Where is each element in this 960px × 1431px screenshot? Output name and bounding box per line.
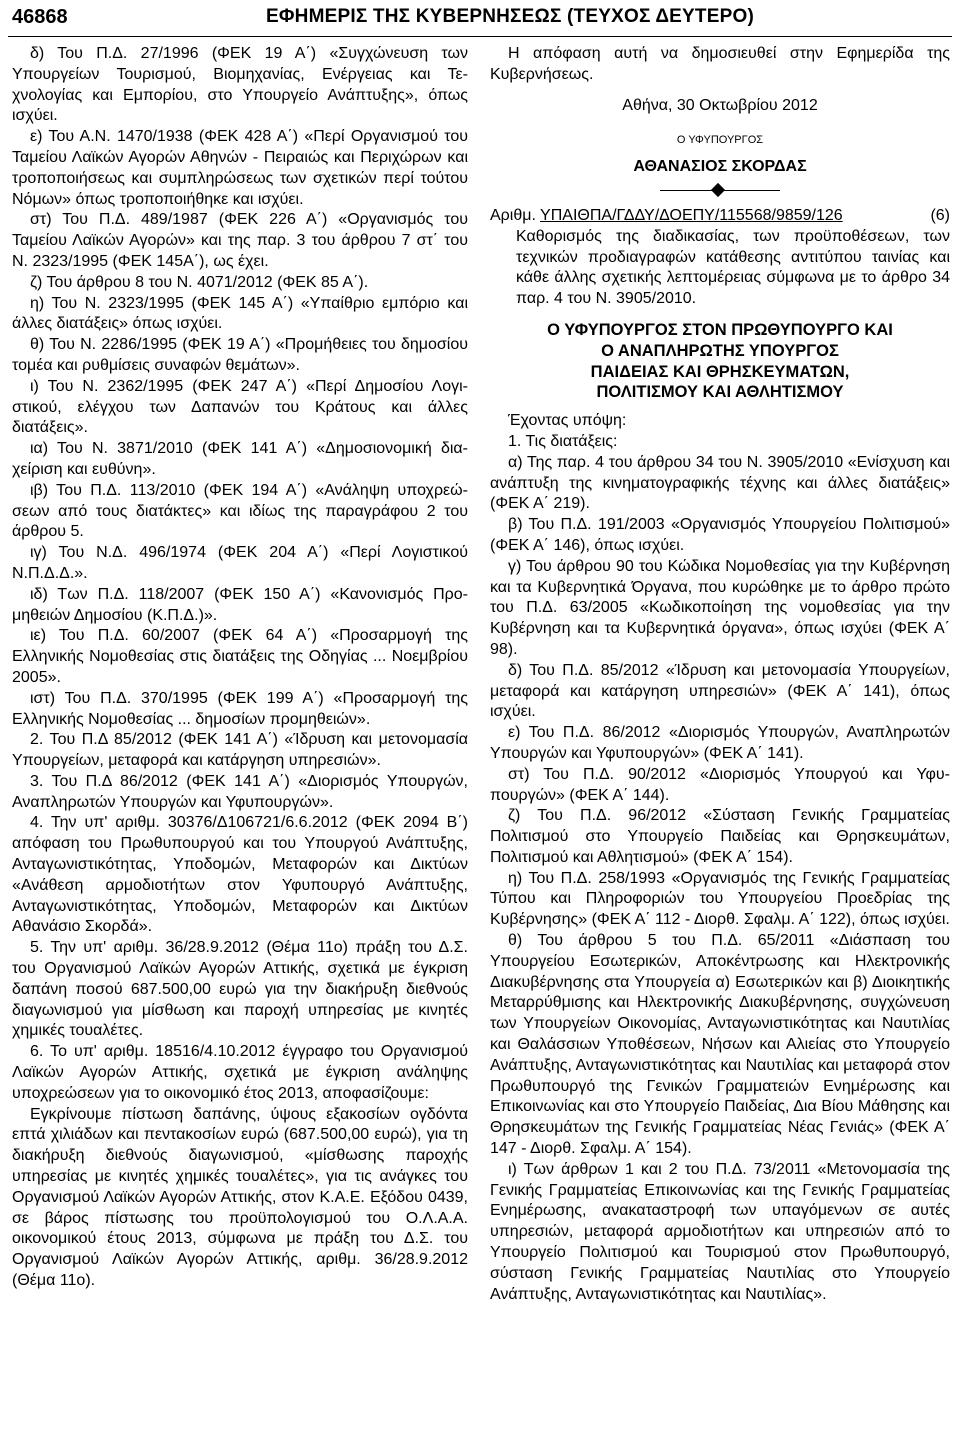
left-paragraph: η) Του Ν. 2323/1995 (ΦΕΚ 145 Α΄) «Υπαίθριο εμπόριο και άλλες διατάξεις» όπως ισχύει. <box>12 294 468 333</box>
authority-heading <box>490 320 950 403</box>
decision-reference: ΥΠΑΙΘΠΑ/ΓΔΔΥ/ΔΟΕΠΥ/115568/9859/126 <box>540 206 843 224</box>
signatory-role: Ο ΥΦΥΠΟΥΡΓΟΣ <box>676 134 764 147</box>
right-paragraph: δ) Του Π.Δ. 85/2012 «Ίδρυση και μετονομασία Υπουργείων, μεταφορά και κατάργηση υπηρεσιών» (ΦΕΚ Α΄ 141), όπως ισχύει. <box>490 661 950 721</box>
right-paragraph: γ) Του άρθρου 90 του Κώδικα Νομοθεσίας για την Κυβέρνηση και τα Κυβερνητικά Όργανα, που κυρώθηκε με το άρθρο πρώτο του Π.Δ. 63/2005 «Κωδικοποίηση της νομοθεσίας για την Κυβέρνηση και τα Κυβερνητικά όργανα», όπως ισχύει (ΦΕΚ Α΄ 98). <box>490 557 950 658</box>
right-paragraph: ζ) Του Π.Δ. 96/2012 «Σύσταση Γενικής Γραμματείας Πολιτισμού στο Υπουργείο Παιδείας και Θρησκευμάτων, Πολιτισμού και Αθλητισμού» (ΦΕΚ Α΄ 154). <box>490 807 950 866</box>
left-paragraph: ια) Του Ν. 3871/2010 (ΦΕΚ 141 Α΄) «Δημοσιονομική διαχείριση και ευθύνη». <box>12 440 468 478</box>
left-paragraph: 2. Του Π.Δ 85/2012 (ΦΕΚ 141 Α΄) «Ίδρυση και μετονομασία Υπουργείων, μεταφορά και κατάργηση υπηρεσιών». <box>12 731 468 770</box>
decision-title: Καθορισμός της διαδικασίας, των προϋποθέσεων, των τεχνικών προδιαγραφών κατάθεσης αντιτύπου ταινίας και κάθε άλλης σχετικής λεπτομέρειας σύμφωνα με το άρθρο 34 παρ. 4 του Ν. 3905/2010. <box>516 227 950 308</box>
left-paragraph: Εγκρίνουμε πίστωση δαπάνης, ύψους εξακοσίων ογδόντα επτά χιλιάδων και πεντακοσίων ευρώ (687.500,00 ευρώ), για τη διακήρυξη διεθνούς διαγωνισμού, «μίσθωσης παροχής υπηρεσίας με κινητές χημικές τουαλέτες», για τις ανάγκες του Οργανισμού Λαϊκών Αγορών Αττικής, στον Κ.Α.Ε. Εξόδου 0439, σε βάρος πίστωσης του προϋπολογισμού του Ο.Λ.Α.Α. οικονομικού έτους 2013, σύμφωνα με πράξη του Δ.Σ. του Οργανισμού Λαϊκών Αγορών Αττικής, αριθμ. 36/28.9.2012 (Θέμα 11ο). <box>12 1105 468 1290</box>
header-rule <box>8 36 952 37</box>
decision-prefix: Αριθμ. <box>490 206 541 224</box>
left-paragraph: 6. Το υπ' αριθμ. 18516/4.10.2012 έγγραφο του Οργανισμού Λαϊκών Αγορών Αττικής, σχετικά με έγκριση ανάληψης υποχρεώσεων για το οικονομικό έτος 2013, αποφασίζουμε: <box>12 1043 468 1102</box>
authority-line: ΠΑΙΔΕΙΑΣ ΚΑΙ ΘΡΗΣΚΕΥΜΑΤΩΝ, <box>590 362 850 381</box>
page-number: 46868 <box>12 6 68 28</box>
left-paragraph: στ) Του Π.Δ. 489/1987 (ΦΕΚ 226 Α΄) «Οργανισμός του Ταμείου Λαϊκών Αγορών» και της παρ. 3 του άρθρου 7 στ΄ του Ν. 2323/1995 (ΦΕΚ 145Α΄), ως έχει. <box>12 211 468 270</box>
left-paragraph: ιγ) Του Ν.Δ. 496/1974 (ΦΕΚ 204 Α΄) «Περί Λογιστικού Ν.Π.Δ.Δ.». <box>12 544 468 582</box>
place-date: Αθήνα, 30 Οκτωβρίου 2012 <box>622 96 818 114</box>
left-paragraph: ιβ) Του Π.Δ. 113/2010 (ΦΕΚ 194 Α΄) «Ανάληψη υποχρεώσεων από τους διατάκτες» και ιδίως της παραγράφου 2 του άρθρου 5. <box>12 481 468 541</box>
right-paragraph: α) Της παρ. 4 του άρθρου 34 του Ν. 3905/2010 «Ενίσχυση και ανάπτυξη της κινηματογραφικής τέχνης και άλλες διατάξεις» (ΦΕΚ Α΄ 219). <box>490 453 950 513</box>
decision-number: (6) <box>930 206 950 224</box>
left-paragraph: 5. Την υπ' αριθμ. 36/28.9.2012 (Θέμα 11ο) πράξη του Δ.Σ. του Οργανισμού Λαϊκών Αγορών Αττικής, σχετικά με έγκριση δαπάνη ποσού 687.500,00 ευρώ για την διακήρυξη διεθνούς διαγωνισμού για μίσθωση και παροχή υπηρεσίας με κινητές χημικές τουαλέτες. <box>12 939 468 1040</box>
right-paragraph: θ) Του άρθρου 5 του Π.Δ. 65/2011 «Διάσπαση του Υπουργείου Εσωτερικών, Αποκέντρωσης και Ηλεκτρονικής Διακυβέρνησης στα Υπουργεία α) Εσωτερικών και β) Διοικητικής Μεταρρύθμισης και Ηλεκτρονικής Διακυβέρνησης, συγχώνευση των Υπουργείων Οικονομίας, Ανταγωνιστικότητας και Ναυτιλίας και Θαλάσσιων Υποθέσεων, Νήσων και Αλιείας στο Υπουργείο Ανάπτυξης, Ανταγωνιστικότητας και Ναυτιλίας και μεταφορά στον Πρωθυπουργό της Γενικών Γραμματειών Ενημέρωσης και Επικοινωνίας και στο Υπουργείο Παιδείας, Δια Βίου Μάθησης και Θρησκευμάτων της Γενικής Γραμματείας Νέας Γενιάς» (ΦΕΚ Α΄ 147 ‑ Διορθ. Σφαλμ. Α΄ 154). <box>490 932 950 1158</box>
left-paragraph: ι) Του Ν. 2362/1995 (ΦΕΚ 247 Α΄) «Περί Δημοσίου Λογιστικού, ελέγχου των Δαπανών του Κράτους και άλλες διατάξεις». <box>12 377 468 437</box>
left-paragraph: ε) Του Α.Ν. 1470/1938 (ΦΕΚ 428 Α΄) «Περί Οργανισμού του Ταμείου Λαϊκών Αγορών Αθηνών ‑ Πειραιώς και Περιχώρων και τροποποιήσεως και συμπληρώσεως των σχετικών περί τούτου Νόμων» όπως τροποποιήθηκε και ισχύει. <box>12 128 468 208</box>
page-header <box>8 4 952 34</box>
right-paragraph: 1. Τις διατάξεις: <box>508 432 618 450</box>
left-paragraph: δ) Του Π.Δ. 27/1996 (ΦΕΚ 19 Α΄) «Συγχώνευση των Υπουργείων Τουρισμού, Βιομηχανίας, Ενέργειας και Τεχνολογίας και Εμπορίου, στο Υπουργείο Ανάπτυξης», όπως ισχύει. <box>12 45 468 125</box>
left-paragraph: 3. Του Π.Δ 86/2012 (ΦΕΚ 141 Α΄) «Διορισμός Υπουργών, Αναπληρωτών Υπουργών και Υφυπουργών». <box>12 772 468 811</box>
left-paragraph: ιδ) Των Π.Δ. 118/2007 (ΦΕΚ 150 Α΄) «Κανονισμός Προμηθειών Δημοσίου (Κ.Π.Δ.)». <box>12 585 468 624</box>
right-paragraph: στ) Του Π.Δ. 90/2012 «Διορισμός Υπουργού και Υφυπουργών» (ΦΕΚ Α΄ 144). <box>490 765 950 804</box>
left-paragraph: 4. Την υπ' αριθμ. 30376/Δ106721/6.6.2012 (ΦΕΚ 2094 Β΄) απόφαση του Πρωθυπουργού και του Υπουργού Ανάπτυξης, Ανταγωνιστικότητας, Υποδομών, Μεταφορών και Δικτύων «Ανάθεση αρμοδιοτήτων στον Υφυπουργό Ανάπτυξης, Ανταγωνιστικότητας, Υποδομών, Μεταφορών και Δικτύων Αθανάσιο Σκορδά». <box>12 814 468 936</box>
right-paragraph: ι) Των άρθρων 1 και 2 του Π.Δ. 73/2011 «Μετονομασία της Γενικής Γραμματείας Επικοινωνίας και της Γενικής Γραμματείας Ενημέρωσης, ανακαταστροφή των υπαγόμενων σε αυτές υπηρεσιών, μεταφορά αρμοδιοτήτων και υπηρεσιών από το Υπουργείο Πολιτισμού και Τουρισμού στον Πρωθυπουργό, σύσταση Γενικής Γραμματείας Ναυτιλίας στο Υπουργείο Ανάπτυξης, Ανταγωνιστικότητας και Ναυτιλίας». <box>490 1160 950 1303</box>
right-paragraph: η) Του Π.Δ. 258/1993 «Οργανισμός της Γενικής Γραμματείας Τύπου και Πληροφοριών του Υπουργείου Προεδρίας της Κυβέρνησης» (ΦΕΚ Α΄ 112 ‑ Διορθ. Σφαλμ. Α΄ 122), όπως ισχύει. <box>490 869 950 929</box>
diamond-icon <box>711 183 725 197</box>
right-column <box>490 44 950 1305</box>
authority-line: ΠΟΛΙΤΙΣΜΟΥ ΚΑΙ ΑΘΛΗΤΙΣΜΟΥ <box>596 383 844 402</box>
left-paragraph: ιστ) Του Π.Δ. 370/1995 (ΦΕΚ 199 Α΄) «Προσαρμογή της Ελληνικής Νομοθεσίας ... δημοσίων προμηθειών». <box>12 689 468 728</box>
left-paragraph: θ) Του Ν. 2286/1995 (ΦΕΚ 19 Α΄) «Προμήθειες του δημοσίου τομέα και ρυθμίσεις συναφών θεμάτων». <box>12 336 468 374</box>
decision-header <box>490 206 950 227</box>
right-paragraph: ε) Του Π.Δ. 86/2012 «Διορισμός Υπουργών, Αναπληρωτών Υπουργών και Υφυπουργών» (ΦΕΚ Α΄ 141). <box>490 724 950 762</box>
right-paragraph: β) Του Π.Δ. 191/2003 «Οργανισμός Υπουργείου Πολιτισμού» (ΦΕΚ Α΄ 146), όπως ισχύει. <box>490 516 950 554</box>
section-divider <box>490 184 950 198</box>
left-column <box>12 44 468 1292</box>
left-paragraph: ζ) Του άρθρου 8 του Ν. 4071/2012 (ΦΕΚ 85 Α΄). <box>30 273 369 291</box>
right-paragraph: Έχοντας υπόψη: <box>508 412 627 430</box>
authority-line: Ο ΥΦΥΠΟΥΡΓΟΣ ΣΤΟΝ ΠΡΩΘΥΠΟΥΡΓΟ ΚΑΙ <box>547 320 893 339</box>
signatory-name: ΑΘΑΝΑΣΙΟΣ ΣΚΟΡΔΑΣ <box>633 158 807 176</box>
publication-note: Η απόφαση αυτή να δημοσιευθεί στην Εφημερίδα της Κυβερνήσεως. <box>490 45 950 83</box>
gazette-title: ΕΦΗΜΕΡΙΣ ΤΗΣ ΚΥΒΕΡΝΗΣΕΩΣ (ΤΕΥΧΟΣ ΔΕΥΤΕΡΟ) <box>266 6 754 27</box>
left-paragraph: ιε) Του Π.Δ. 60/2007 (ΦΕΚ 64 Α΄) «Προσαρμογή της Ελληνικής Νομοθεσίας στις διατάξεις της Οδηγίας ... Νοεμβρίου 2005». <box>12 627 468 686</box>
authority-line: Ο ΑΝΑΠΛΗΡΩΤΗΣ ΥΠΟΥΡΓΟΣ <box>601 341 839 360</box>
